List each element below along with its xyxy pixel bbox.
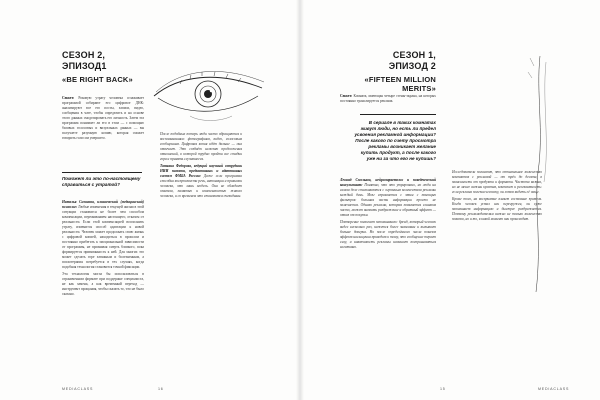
right-divider: [360, 114, 436, 115]
left-callout: [62, 176, 148, 188]
left-synopsis: [62, 96, 144, 143]
right-col2-text: Повторение помогает запоминанию: бренд, который человек видел несколько раз, кажется более знакомым и вызывает больше доверия. Но после определённого числа показов эффект насыщения приводит к тому, что сообщение теряет силу, а навязчивость рекламы начинает восприниматься негативно.: [340, 220, 436, 250]
left-quote-name: Татьяна Федорова, ведущий научный сотрудник НИИ памяти, предиктивных и адаптивных систем ФМБА России:: [160, 164, 242, 179]
left-col1-text: Любые изменения в текущей жизни в этой ситуации становятся не более чем способом компенсации, переживанием настоящего, отказом от реальности. Если этой компенсацией восполнить утрату, изменится способ адаптации к новой реальности. Человек может продолжать свою жизнь с цифровой копией, находиться в прошлом и постоянно прибегать к эмоциональной зависимости от программы, не признавая смерть близкого, пока формируется привязанность к ней. Для многих это может сделать горе затяжным и болезненным, а психотерапия потребуется в тех случаях, когда подобная технология становится точкой фиксации.: [62, 205, 144, 269]
left-synopsis-label: Сюжет:: [62, 96, 75, 100]
right-expert-name: Леонид Смольков, нейромаркетолог и поведенческий консультант:: [340, 178, 436, 187]
right-page: [300, 0, 600, 400]
right-col1-text: Понятно, что это утрировано, но люди на самом деле сталкиваются с огромным количеством рекламы каждый день. Мозг справляется с этим с помощью фильтров: большая часть информации просто не замечается. Однако реклама, которая появляется слишком часто, может вызвать раздражение и обратный эффект — отказ от покупки.: [340, 183, 436, 217]
right-synopsis-text: Комната, имеющая четыре стены-экрана, на которых постоянно транслируется реклама.: [340, 94, 436, 103]
eye-illustration: [150, 62, 270, 126]
left-column-1: [62, 200, 144, 300]
left-divider: [62, 172, 142, 173]
left-callout-line1: Поможет ли это по-настоящему: [62, 176, 141, 181]
right-callout-line7: уже ни за что его не купишь?: [366, 156, 436, 161]
right-callout-line4: После какого по счету просмотра: [355, 138, 436, 143]
right-column-1: [340, 178, 436, 253]
right-callout-line2: живут люди, но есть ли предел: [360, 126, 436, 131]
left-folio: MEDIACLASS: [62, 387, 94, 391]
right-callout-line5: рекламы возникает желание: [368, 144, 436, 149]
right-col4-text: Кроме того, на восприятие влияет состояние зрителя. Когда человек устал или перегружен, он хуже запоминает информацию и быстрее раздражается. Поэтому рекламодателям важно не только количество показов, но и то, в какой момент они происходят.: [452, 197, 542, 222]
right-heading-line1: СЕЗОН 1,: [392, 50, 436, 60]
left-col3-text: После подобных потерь люди часто обращаются к воспоминаниям: фотографиям, видео, голосовым сообщениям. Цифровая копия идёт дальше — она отвечает. Это создаёт иллюзию продолжения отношений, в которой трудно пройти все стадии горя и принять случившееся.: [160, 132, 242, 161]
right-heading: [356, 50, 436, 72]
right-callout-line1: В сериале в таких комнатах: [368, 120, 436, 125]
right-synopsis-label: Сюжет:: [340, 94, 353, 98]
right-subheading: «FIFTEEN MILLION MERITS»: [364, 75, 436, 93]
right-folio: MEDIACLASS: [538, 387, 570, 391]
right-callout-line6: купить продукт, а после какого: [360, 150, 436, 155]
left-quote-text: Даже если программа способна воспроизвести речь, интонации и привычки человека, это лишь модель. Она не обладает опытом, памятью и изменчивостью живого человека, и со временем это становится очевидным.: [160, 174, 242, 199]
left-col2-text: Эта технология могла бы использоваться в ограниченном формате при поддержке специалиста, не как замена, а как временный переход — инструмент прощания, чтобы сказать то, что не было сказано.: [62, 272, 144, 297]
line-illustration: [500, 52, 560, 297]
right-synopsis: [340, 94, 436, 106]
left-synopsis-text: Роковую утрату человека сглаживает программой собирают его цифровое ДНК: анализируют все его посты, записи, видео, сообщения в чате, чтобы определить и на основе этого данных смоделировать его личность. Затем эта программа понимает ли его в этом — с помощью базовых голосовых и визуальных данных — вы получаете разумную копию, которая сможет говорить голосом умершего.: [62, 96, 144, 140]
left-subheading: «BE RIGHT BACK»: [62, 75, 133, 84]
right-page-number: 15: [440, 387, 446, 391]
right-callout-line3: усвоения рекламной информации?: [354, 132, 436, 137]
left-column-2: [160, 132, 242, 202]
left-heading: [62, 50, 152, 72]
right-heading-line2: ЭПИЗОД 2: [388, 61, 436, 71]
left-expert-name: Наталья Сизонова, клинический (медицинский) психолог:: [62, 200, 144, 209]
right-callout: [328, 120, 436, 162]
left-page-number: 16: [158, 387, 164, 391]
left-heading-line1: СЕЗОН 2,: [62, 50, 106, 60]
left-heading-line2: ЭПИЗОД1: [62, 61, 107, 71]
right-col3-text: Исследователи полагают, что оптимальное количество контактов с рекламой — от трёх до десяти, в зависимости от продукта и формата. Частота важна, но не менее важны креатив, контекст и релевантность: если реклама полезна человеку, он готов видеть её чаще.: [452, 170, 542, 194]
left-callout-line2: справиться с утратой?: [62, 182, 120, 187]
